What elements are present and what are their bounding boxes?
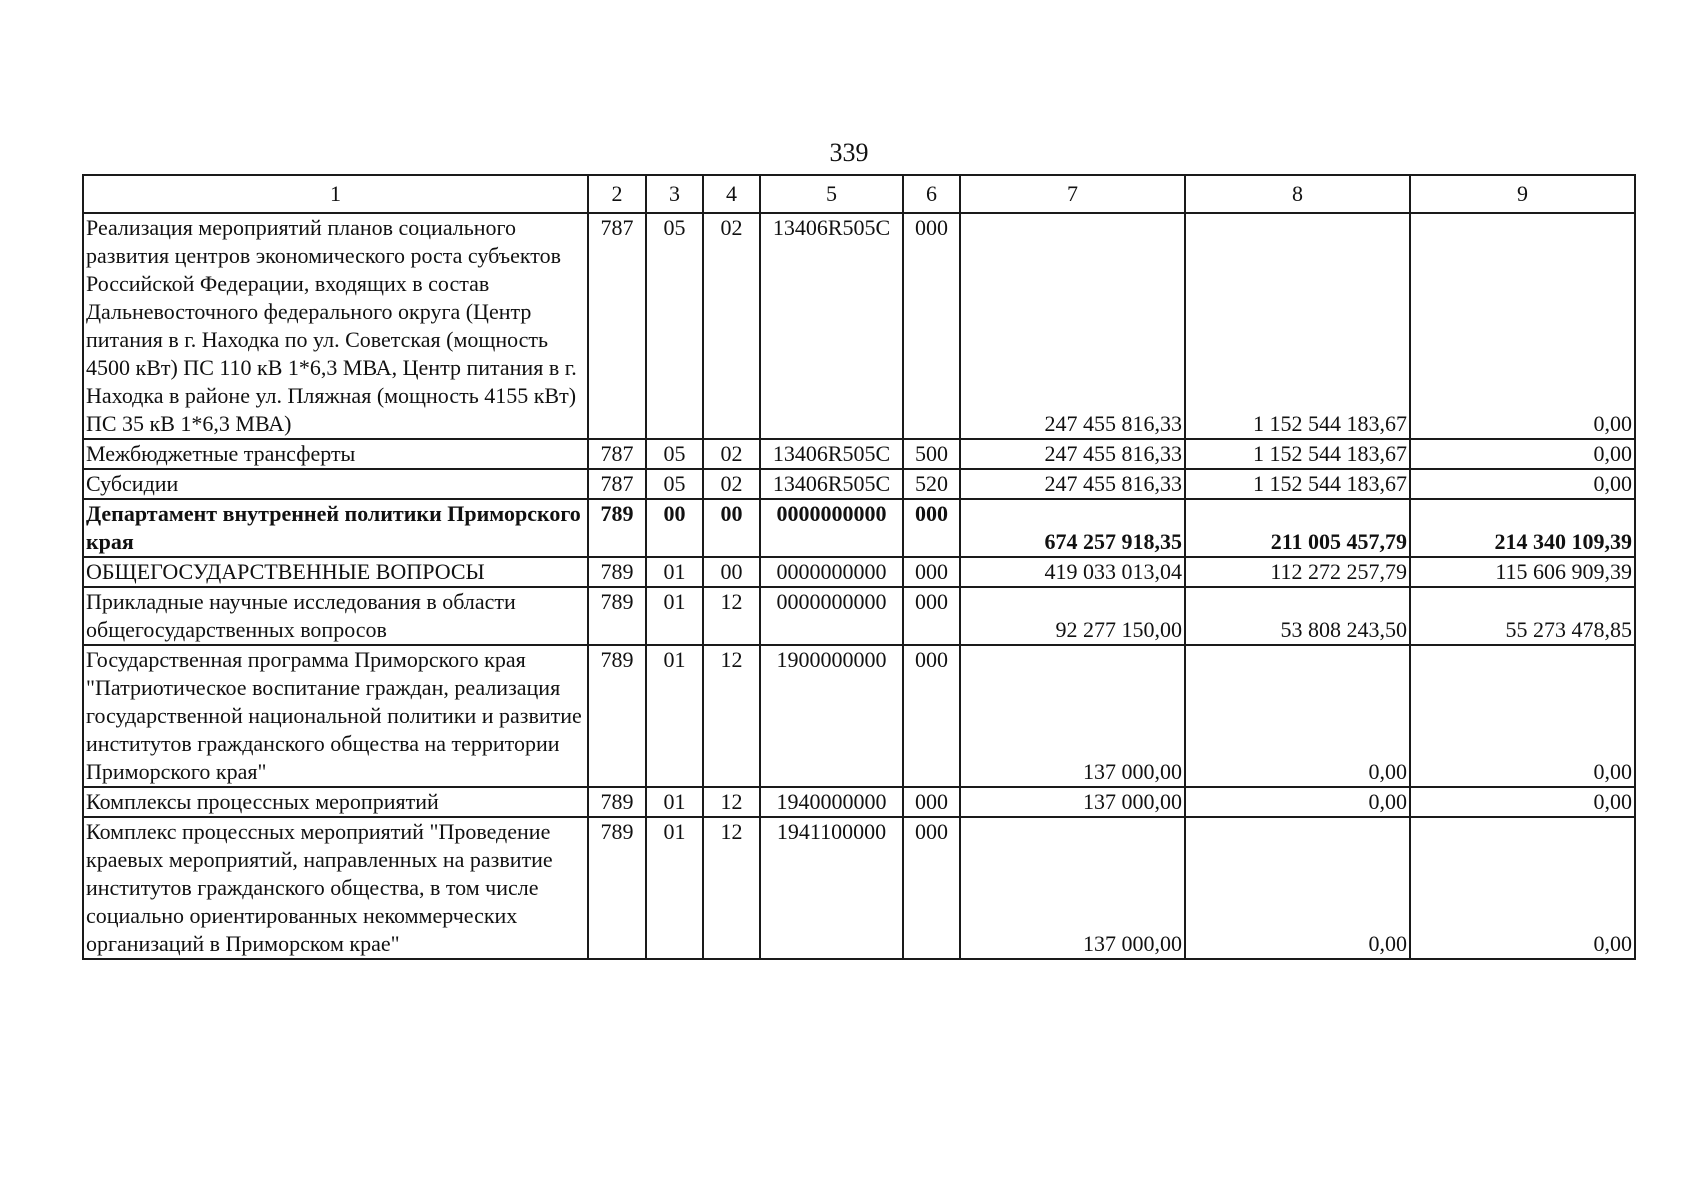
table-row: [83, 645, 1635, 787]
header-cell: 4: [703, 175, 760, 213]
row-code-5: 0000000000: [760, 557, 903, 587]
row-amount-9: 0,00: [1410, 439, 1635, 469]
row-amount-8: 1 152 544 183,67: [1185, 213, 1410, 439]
table-row: [83, 469, 1635, 499]
row-code-3: 00: [646, 499, 703, 557]
table-row: [83, 557, 1635, 587]
row-code-2: 787: [588, 213, 646, 439]
header-cell: 5: [760, 175, 903, 213]
row-amount-8: 53 808 243,50: [1185, 587, 1410, 645]
row-code-6: 520: [903, 469, 960, 499]
row-code-3: 01: [646, 587, 703, 645]
header-cell: 2: [588, 175, 646, 213]
row-code-3: 05: [646, 439, 703, 469]
row-code-4: 00: [703, 557, 760, 587]
table-row: [83, 499, 1635, 557]
row-name: Комплексы процессных мероприятий: [83, 787, 588, 817]
row-code-2: 789: [588, 499, 646, 557]
header-cell: 9: [1410, 175, 1635, 213]
row-code-5: 0000000000: [760, 499, 903, 557]
header-cell: 3: [646, 175, 703, 213]
row-amount-7: 137 000,00: [960, 645, 1185, 787]
row-amount-8: 0,00: [1185, 817, 1410, 959]
row-amount-8: 1 152 544 183,67: [1185, 469, 1410, 499]
row-code-2: 789: [588, 787, 646, 817]
row-amount-9: 115 606 909,39: [1410, 557, 1635, 587]
row-name: Государственная программа Приморского края "Патриотическое воспитание граждан, реализация государственной национальной политики и развитие институтов гражданского общества на территории Приморского края": [83, 645, 588, 787]
header-cell: 7: [960, 175, 1185, 213]
row-code-4: 00: [703, 499, 760, 557]
row-name: Субсидии: [83, 469, 588, 499]
row-code-4: 12: [703, 587, 760, 645]
row-code-2: 789: [588, 817, 646, 959]
table-row: [83, 439, 1635, 469]
row-amount-8: 0,00: [1185, 645, 1410, 787]
row-code-6: 000: [903, 787, 960, 817]
row-code-5: 13406R505C: [760, 439, 903, 469]
row-amount-8: 112 272 257,79: [1185, 557, 1410, 587]
row-code-6: 000: [903, 817, 960, 959]
table-row: [83, 787, 1635, 817]
row-amount-9: 0,00: [1410, 817, 1635, 959]
row-code-6: 000: [903, 645, 960, 787]
row-code-3: 01: [646, 557, 703, 587]
row-code-4: 12: [703, 817, 760, 959]
row-code-2: 789: [588, 557, 646, 587]
row-amount-7: 137 000,00: [960, 787, 1185, 817]
row-name: Прикладные научные исследования в области общегосударственных вопросов: [83, 587, 588, 645]
row-code-3: 05: [646, 469, 703, 499]
row-amount-9: 0,00: [1410, 787, 1635, 817]
row-code-3: 01: [646, 645, 703, 787]
row-code-2: 787: [588, 469, 646, 499]
row-name: Комплекс процессных мероприятий "Проведение краевых мероприятий, направленных на развитие институтов гражданского общества, в том числе социально ориентированных некоммерческих организаций в Приморском крае": [83, 817, 588, 959]
row-amount-9: 0,00: [1410, 213, 1635, 439]
row-code-2: 789: [588, 587, 646, 645]
row-code-3: 01: [646, 817, 703, 959]
row-amount-9: 0,00: [1410, 469, 1635, 499]
budget-table: [82, 174, 1636, 960]
row-amount-7: 92 277 150,00: [960, 587, 1185, 645]
row-code-6: 500: [903, 439, 960, 469]
row-code-2: 787: [588, 439, 646, 469]
row-code-5: 0000000000: [760, 587, 903, 645]
row-amount-7: 137 000,00: [960, 817, 1185, 959]
row-amount-8: 0,00: [1185, 787, 1410, 817]
table-row: [83, 587, 1635, 645]
row-code-4: 02: [703, 469, 760, 499]
header-cell: 6: [903, 175, 960, 213]
table-row: [83, 817, 1635, 959]
row-code-5: 1941100000: [760, 817, 903, 959]
row-code-6: 000: [903, 587, 960, 645]
row-code-4: 12: [703, 787, 760, 817]
row-code-6: 000: [903, 557, 960, 587]
row-amount-7: 247 455 816,33: [960, 439, 1185, 469]
row-code-3: 05: [646, 213, 703, 439]
table-header-row: [83, 175, 1635, 213]
table-row: [83, 213, 1635, 439]
row-amount-8: 1 152 544 183,67: [1185, 439, 1410, 469]
row-code-2: 789: [588, 645, 646, 787]
row-code-6: 000: [903, 499, 960, 557]
row-name: ОБЩЕГОСУДАРСТВЕННЫЕ ВОПРОСЫ: [83, 557, 588, 587]
row-code-5: 13406R505C: [760, 213, 903, 439]
row-name: Реализация мероприятий планов социального развития центров экономического роста субъектов Российской Федерации, входящих в состав Дальневосточного федерального округа (Центр питания в г. Находка по ул. Советская (мощность 4500 кВт) ПС 110 кВ 1*6,3 МВА, Центр питания в г. Находка в районе ул. Пляжная (мощность 4155 кВт) ПС 35 кВ 1*6,3 МВА): [83, 213, 588, 439]
row-amount-7: 419 033 013,04: [960, 557, 1185, 587]
row-amount-8: 211 005 457,79: [1185, 499, 1410, 557]
row-amount-9: 0,00: [1410, 645, 1635, 787]
row-amount-7: 674 257 918,35: [960, 499, 1185, 557]
row-code-5: 1940000000: [760, 787, 903, 817]
row-name: Межбюджетные трансферты: [83, 439, 588, 469]
row-code-4: 12: [703, 645, 760, 787]
row-code-4: 02: [703, 213, 760, 439]
row-code-6: 000: [903, 213, 960, 439]
row-code-4: 02: [703, 439, 760, 469]
row-amount-7: 247 455 816,33: [960, 213, 1185, 439]
row-code-5: 13406R505C: [760, 469, 903, 499]
page-number: 339: [829, 138, 869, 167]
row-amount-7: 247 455 816,33: [960, 469, 1185, 499]
row-amount-9: 55 273 478,85: [1410, 587, 1635, 645]
header-cell: 1: [83, 175, 588, 213]
row-code-5: 1900000000: [760, 645, 903, 787]
header-cell: 8: [1185, 175, 1410, 213]
row-code-3: 01: [646, 787, 703, 817]
row-amount-9: 214 340 109,39: [1410, 499, 1635, 557]
row-name: Департамент внутренней политики Приморского края: [83, 499, 588, 557]
